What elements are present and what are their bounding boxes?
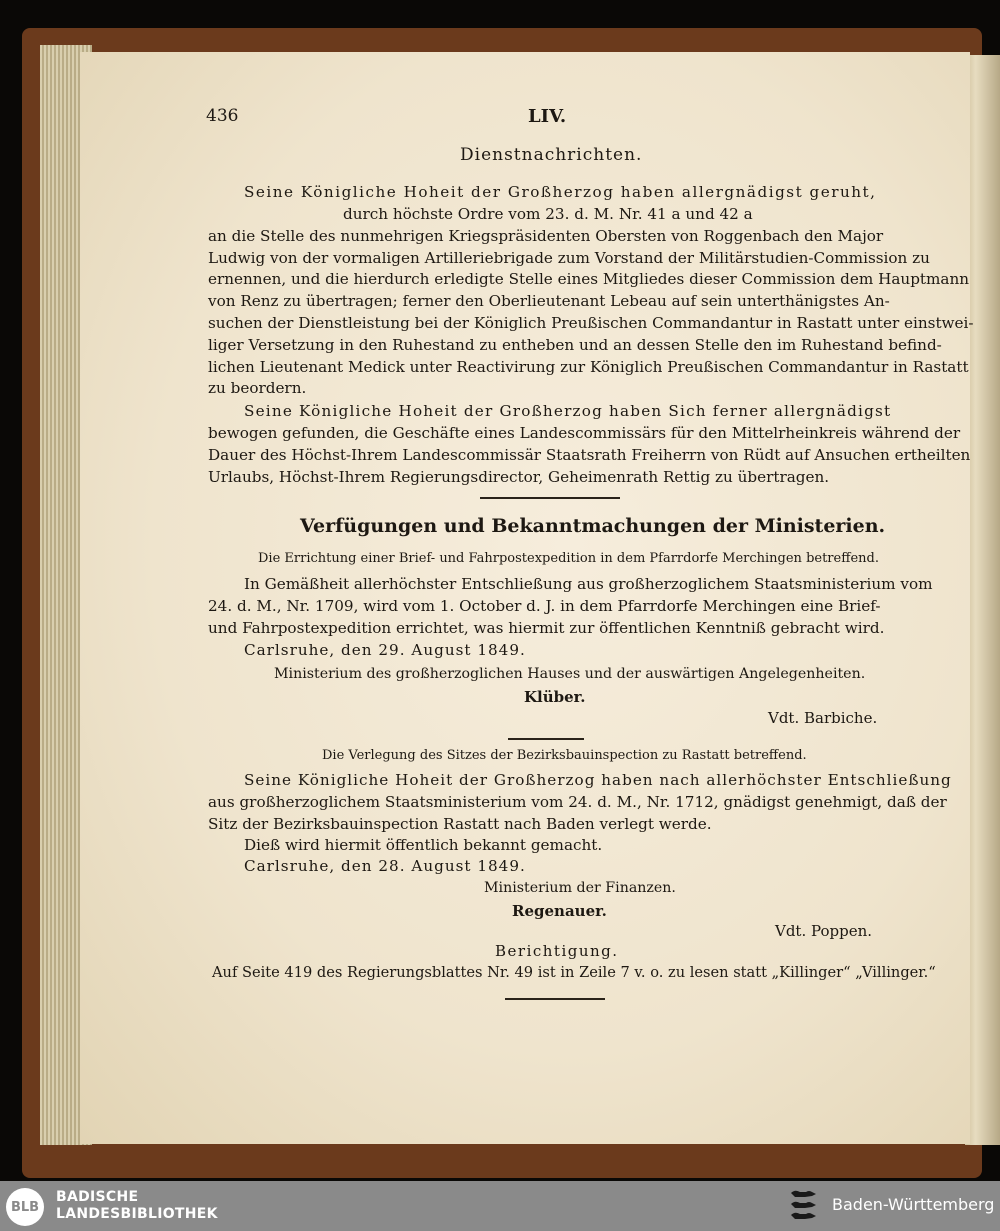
item2-line: aus großherzoglichem Staatsministerium vom 24. d. M., Nr. 1712, gnädigst genehmigt, daß der bbox=[208, 793, 947, 811]
item1-line: 24. d. M., Nr. 1709, wird vom 1. October d. J. in dem Pfarrdorfe Merchingen eine Brief- bbox=[208, 597, 881, 615]
dienst-line: bewogen gefunden, die Geschäfte eines Landescommissärs für den Mittelrheinkreis während der bbox=[208, 424, 961, 442]
item1-ministry: Ministerium des großherzoglichen Hauses und der auswärtigen Angelegenheiten. bbox=[274, 666, 866, 682]
item2-line: Sitz der Bezirksbauinspection Rastatt nach Baden verlegt werde. bbox=[208, 815, 712, 833]
dienst-line: Ludwig von der vormaligen Artilleriebrigade zum Vorstand der Militärstudien-Commission zu bbox=[208, 249, 930, 267]
dienst-line: suchen der Dienstleistung bei der Königlich Preußischen Commandantur in Rastatt unter einstwei- bbox=[208, 314, 974, 332]
item1-place-date: Carlsruhe, den 29. August 1849. bbox=[244, 641, 526, 659]
dienst-line: Seine Königliche Hoheit der Großherzog haben allergnädigst geruht, bbox=[244, 183, 877, 201]
correction-text: Auf Seite 419 des Regierungsblattes Nr. 49 ist in Zeile 7 v. o. zu lesen statt „Killinger“ „Villinger.“ bbox=[212, 964, 936, 981]
blb-logo: BLB bbox=[6, 1188, 44, 1226]
dienst-line: Seine Königliche Hoheit der Großherzog haben Sich ferner allergnädigst bbox=[244, 402, 892, 420]
dienst-line: an die Stelle des nunmehrigen Kriegspräsidenten Obersten von Roggenbach den Major bbox=[208, 227, 884, 245]
item2-line: Seine Königliche Hoheit der Großherzog haben nach allerhöchster Entschließung bbox=[244, 771, 952, 789]
verfuegungen-heading: Verfügungen und Bekanntmachungen der Ministerien. bbox=[300, 515, 886, 537]
item-divider bbox=[508, 738, 584, 740]
dienst-heading: Dienstnachrichten. bbox=[460, 145, 643, 165]
item1-signer: Klüber. bbox=[524, 688, 586, 706]
page-stack-right bbox=[965, 55, 1000, 1145]
item2-signer: Regenauer. bbox=[512, 902, 607, 920]
blb-name bbox=[56, 1189, 218, 1223]
bw-name: Baden-Württemberg bbox=[832, 1195, 995, 1214]
item2-vdt: Vdt. Poppen. bbox=[775, 922, 873, 940]
item1-vdt: Vdt. Barbiche. bbox=[768, 709, 878, 727]
dienst-line: Urlaubs, Höchst-Ihrem Regierungsdirector, Geheimenrath Rettig zu übertragen. bbox=[208, 468, 830, 486]
dienst-line: durch höchste Ordre vom 23. d. M. Nr. 41 a und 42 a bbox=[343, 205, 753, 223]
item2-title: Die Verlegung des Sitzes der Bezirksbauinspection zu Rastatt betreffend. bbox=[322, 748, 807, 763]
dienst-line: liger Versetzung in den Ruhestand zu entheben und an dessen Stelle den im Ruhestand befind- bbox=[208, 336, 942, 354]
item2-place-date: Carlsruhe, den 28. August 1849. bbox=[244, 857, 526, 875]
dienst-line: von Renz zu übertragen; ferner den Oberlieutenant Lebeau auf sein unterthänigstes An- bbox=[208, 292, 890, 310]
dienst-line: lichen Lieutenant Medick unter Reactivirung zur Königlich Preußischen Commandantur in Rastatt bbox=[208, 358, 969, 376]
dienst-line: ernennen, und die hierdurch erledigte Stelle eines Mitgliedes dieser Commission dem Hauptmann bbox=[208, 270, 970, 288]
page-number: 436 bbox=[206, 106, 239, 126]
item1-title: Die Errichtung einer Brief- und Fahrpostexpedition in dem Pfarrdorfe Merchingen betreffend. bbox=[258, 551, 879, 566]
dienst-line: Dauer des Höchst-Ihrem Landescommissär Staatsrath Freiherrn von Rüdt auf Ansuchen ertheilten bbox=[208, 446, 971, 464]
item2-ministry: Ministerium der Finanzen. bbox=[484, 880, 676, 896]
blb-name-line2: LANDESBIBLIOTHEK bbox=[56, 1206, 218, 1222]
end-divider bbox=[505, 998, 605, 1000]
item2-line: Dieß wird hiermit öffentlich bekannt gemacht. bbox=[244, 836, 603, 854]
blb-name-line1: BADISCHE bbox=[56, 1189, 139, 1205]
footer-bar bbox=[0, 1181, 1000, 1231]
dienst-line: zu beordern. bbox=[208, 379, 307, 397]
section-number: LIV. bbox=[528, 106, 567, 127]
correction-heading: Berichtigung. bbox=[495, 942, 619, 960]
section-divider bbox=[480, 497, 620, 499]
item1-line: und Fahrpostexpedition errichtet, was hiermit zur öffentlichen Kenntniß gebracht wird. bbox=[208, 619, 885, 637]
item1-line: In Gemäßheit allerhöchster Entschließung aus großherzoglichem Staatsministerium vom bbox=[244, 575, 933, 593]
three-lions-crest-icon bbox=[788, 1187, 822, 1225]
